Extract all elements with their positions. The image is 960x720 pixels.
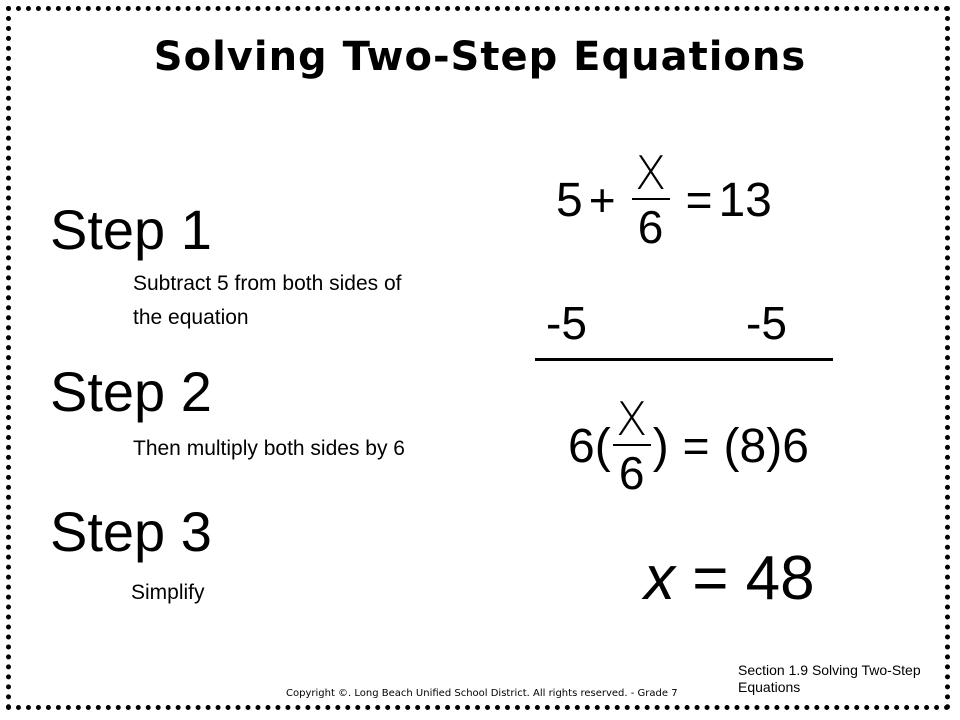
eq1-fraction-bar	[632, 198, 670, 200]
eq2-fraction-bar	[613, 444, 651, 446]
page-title: Solving Two-Step Equations	[153, 34, 807, 80]
eq2-fraction-denominator: 6	[618, 447, 645, 499]
eq1-fraction-denominator: 6	[637, 201, 664, 253]
subtract-left: -5	[546, 297, 587, 349]
eq1-constant: 5	[556, 173, 583, 227]
eq1-fraction-numerator: X	[634, 146, 667, 200]
answer-variable: x	[644, 544, 675, 613]
eq2-close-paren: )	[652, 419, 669, 473]
step-1-desc-line-2: the equation	[133, 306, 249, 329]
eq2-fraction	[613, 392, 651, 499]
answer-value: = 48	[675, 544, 815, 613]
eq2-coefficient: 6(	[568, 419, 611, 473]
eq2-fraction-numerator: X	[615, 392, 648, 446]
step-1-description	[133, 267, 401, 335]
eq1-rhs: 13	[718, 173, 772, 227]
eq2-rhs: (8)6	[723, 419, 809, 473]
step-3-description: Simplify	[131, 581, 205, 604]
subtraction-rule	[535, 358, 833, 361]
step-2-heading: Step 2	[50, 360, 212, 423]
eq1-equals: =	[685, 174, 713, 226]
step-1-heading: Step 1	[50, 198, 212, 261]
step-1-desc-line-1: Subtract 5 from both sides of	[133, 272, 402, 295]
eq2-equals: =	[682, 420, 710, 472]
step-3-heading: Step 3	[50, 500, 212, 563]
section-note: Section 1.9 Solving Two-Step Equations	[738, 662, 921, 695]
equation-multiplied	[568, 392, 809, 499]
equation-original	[556, 146, 772, 253]
final-answer	[644, 544, 815, 613]
subtract-right: -5	[746, 297, 787, 349]
step-2-description: Then multiply both sides by 6	[133, 437, 405, 460]
eq1-plus: +	[588, 174, 616, 226]
eq1-fraction	[632, 146, 670, 253]
copyright-notice: Copyright ©. Long Beach Unified School District. All rights reserved. - Grade 7	[286, 688, 678, 699]
